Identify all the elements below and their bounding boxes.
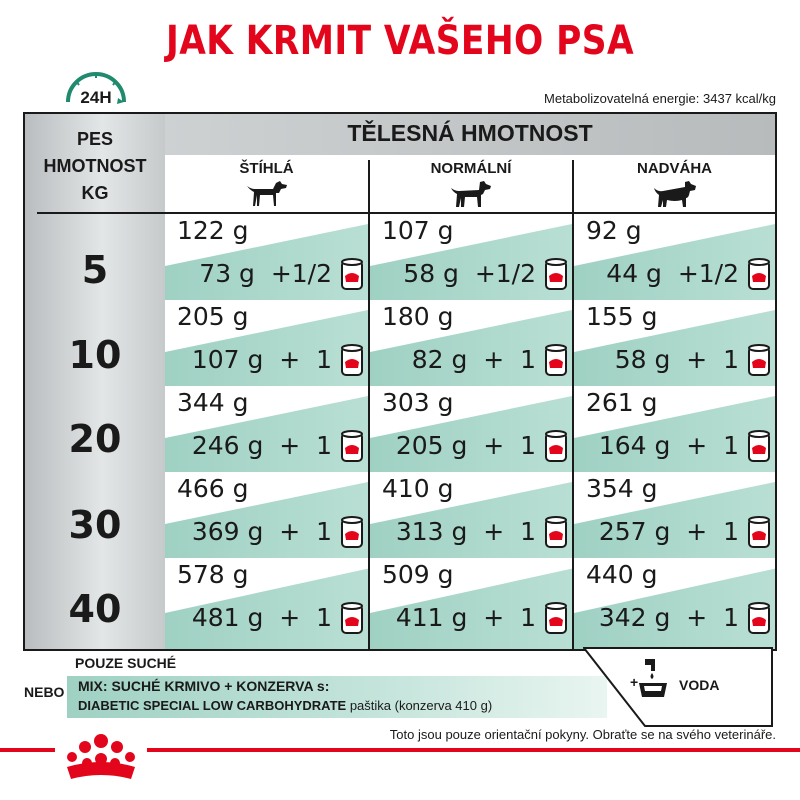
dry-only-amount: 155 g bbox=[586, 302, 658, 331]
slim-dog-icon bbox=[246, 180, 288, 208]
overweight-dog-icon bbox=[653, 180, 697, 208]
dry-only-amount: 107 g bbox=[382, 216, 454, 245]
mix-amount: 107 g + 1 bbox=[191, 345, 332, 374]
wet-food-can-icon bbox=[747, 516, 771, 550]
column-normal bbox=[370, 158, 572, 212]
dry-only-amount: 344 g bbox=[177, 388, 249, 417]
feeding-cell bbox=[165, 472, 368, 558]
dog-weight-heading-line: KG bbox=[81, 183, 109, 203]
mix-amount: 313 g + 1 bbox=[395, 517, 536, 546]
mix-amount: 369 g + 1 bbox=[191, 517, 332, 546]
feeding-cell bbox=[574, 300, 775, 386]
wet-food-can-icon bbox=[340, 258, 364, 292]
royal-canin-crown-logo bbox=[55, 727, 147, 787]
clock-label: 24H bbox=[80, 88, 112, 107]
dry-only-amount: 261 g bbox=[586, 388, 658, 417]
mix-amount: 58 g + 1 bbox=[614, 345, 739, 374]
wet-food-can-icon bbox=[544, 258, 568, 292]
feeding-cell bbox=[370, 214, 572, 300]
dry-only-amount: 122 g bbox=[177, 216, 249, 245]
dog-weight-heading bbox=[25, 126, 165, 207]
column-label: NORMÁLNÍ bbox=[430, 160, 512, 177]
dry-only-amount: 440 g bbox=[586, 560, 658, 589]
mix-legend-title: MIX: SUCHÉ KRMIVO + KONZERVA s: bbox=[78, 678, 330, 694]
page-title: JAK KRMIT VAŠEHO PSA bbox=[165, 18, 635, 64]
mix-amount: 44 g +1/2 bbox=[606, 259, 739, 288]
feeding-cell bbox=[165, 558, 368, 649]
footer-red-line bbox=[144, 748, 800, 752]
feeding-cell bbox=[574, 472, 775, 558]
clock-24h-icon bbox=[62, 68, 130, 114]
dry-only-amount: 410 g bbox=[382, 474, 454, 503]
dog-weight-value: 30 bbox=[68, 503, 122, 547]
feeding-cell bbox=[574, 558, 775, 649]
column-label: ŠTÍHLÁ bbox=[239, 160, 294, 177]
mix-amount: 82 g + 1 bbox=[411, 345, 536, 374]
water-legend-box bbox=[583, 647, 773, 727]
dry-only-amount: 509 g bbox=[382, 560, 454, 589]
or-label: NEBO bbox=[24, 684, 65, 700]
mix-amount: 73 g +1/2 bbox=[199, 259, 332, 288]
feeding-cell bbox=[370, 558, 572, 649]
dog-weight-value: 10 bbox=[68, 333, 122, 377]
column-label: NADVÁHA bbox=[637, 160, 712, 177]
wet-food-can-icon bbox=[544, 430, 568, 464]
wet-food-can-icon bbox=[544, 516, 568, 550]
svg-text:+: + bbox=[630, 674, 639, 690]
column-slim bbox=[165, 158, 368, 212]
dry-only-amount: 92 g bbox=[586, 216, 642, 245]
mix-amount: 342 g + 1 bbox=[598, 603, 739, 632]
wet-food-can-icon bbox=[340, 344, 364, 378]
wet-food-can-icon bbox=[747, 430, 771, 464]
wet-food-can-icon bbox=[747, 344, 771, 378]
wet-food-can-icon bbox=[340, 516, 364, 550]
feeding-cell bbox=[574, 214, 775, 300]
wet-food-can-icon bbox=[340, 430, 364, 464]
dry-only-amount: 303 g bbox=[382, 388, 454, 417]
mix-amount: 257 g + 1 bbox=[598, 517, 739, 546]
mix-amount: 246 g + 1 bbox=[191, 431, 332, 460]
column-overweight bbox=[574, 158, 775, 212]
dry-only-amount: 466 g bbox=[177, 474, 249, 503]
body-weight-heading: TĚLESNÁ HMOTNOST bbox=[347, 120, 593, 146]
water-label: VODA bbox=[679, 677, 720, 693]
mix-amount: 411 g + 1 bbox=[395, 603, 536, 632]
feeding-cell bbox=[370, 386, 572, 472]
feeding-cell bbox=[165, 300, 368, 386]
dry-only-amount: 180 g bbox=[382, 302, 454, 331]
mix-amount: 205 g + 1 bbox=[395, 431, 536, 460]
wet-food-can-icon bbox=[340, 602, 364, 636]
feeding-cell bbox=[165, 214, 368, 300]
product-pack: paštika (konzerva 410 g) bbox=[346, 698, 493, 713]
dry-only-amount: 354 g bbox=[586, 474, 658, 503]
dog-weight-heading-line: PES bbox=[76, 129, 114, 149]
feeding-cell bbox=[165, 386, 368, 472]
wet-food-can-icon bbox=[747, 258, 771, 292]
metabolizable-energy: Metabolizovatelná energie: 3437 kcal/kg bbox=[544, 91, 776, 106]
mix-legend-product bbox=[78, 698, 492, 713]
normal-dog-icon bbox=[450, 180, 492, 208]
dog-weight-value: 5 bbox=[81, 248, 109, 292]
wet-food-can-icon bbox=[544, 344, 568, 378]
only-dry-label: POUZE SUCHÉ bbox=[75, 655, 177, 671]
product-name: DIABETIC SPECIAL LOW CARBOHYDRATE bbox=[78, 698, 347, 713]
dog-weight-value: 40 bbox=[68, 587, 122, 631]
feeding-table bbox=[23, 112, 777, 651]
dry-only-amount: 578 g bbox=[177, 560, 249, 589]
disclaimer-note: Toto jsou pouze orientační pokyny. Obraťte se na svého veterináře. bbox=[389, 727, 776, 742]
dog-weight-heading-line: HMOTNOST bbox=[43, 156, 147, 176]
feeding-cell bbox=[574, 386, 775, 472]
dry-only-amount: 205 g bbox=[177, 302, 249, 331]
mix-amount: 164 g + 1 bbox=[598, 431, 739, 460]
mix-amount: 481 g + 1 bbox=[191, 603, 332, 632]
wet-food-can-icon bbox=[544, 602, 568, 636]
feeding-cell bbox=[370, 472, 572, 558]
feeding-cell bbox=[370, 300, 572, 386]
wet-food-can-icon bbox=[747, 602, 771, 636]
dog-weight-value: 20 bbox=[68, 417, 122, 461]
mix-amount: 58 g +1/2 bbox=[403, 259, 536, 288]
